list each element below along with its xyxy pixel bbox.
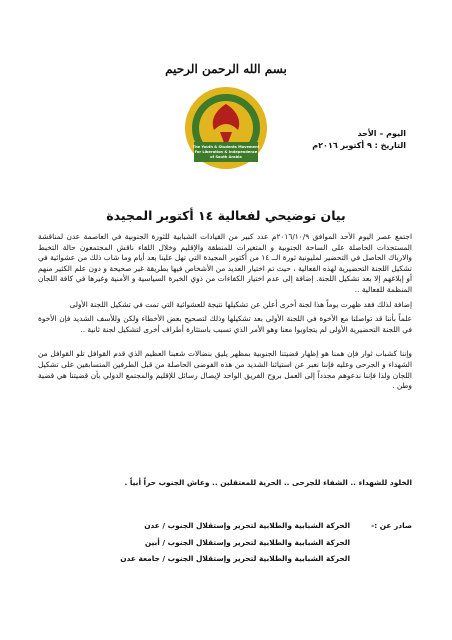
date-block <box>312 128 406 152</box>
issuer-label: صادر عن :- <box>371 521 412 530</box>
issuer-lines <box>120 518 350 568</box>
paragraph: علماً بأننا قد تواصلنا مع الأخوة في اللجنة الأولى بعد تشكيلها وذلك لتصحيح بعض الأخطاء ولكن وللأسف الشديد فإن الأخوة في اللجنة التحضيرية الأولى لم يتجاوبوا معنا وهو الأمر الذي تسبب باستثارة أطراف أخرى لتشكيل لجنة ثانية .. <box>38 314 412 334</box>
issuer-line: الحركة الشبابية والطلابية لتحرير وإستقلال الجنوب / جامعة عدن <box>120 554 350 563</box>
statement-body <box>38 232 412 396</box>
logo-text-line1: The Youth & Students Movement <box>192 145 260 149</box>
date-day: اليوم – الأحد <box>357 129 406 138</box>
closing-line: الخلود للشهداء .. الشفاء للجرحى .. الحرية للمعتقلين .. وعاش الجنوب حراً أبياً . <box>124 478 412 487</box>
paragraph: إضافة لذلك فقد ظهرت يوماً هذا لجنة أخرى أعلن عن تشكيلها نتيجة للعشوائية التي تمت في تشكيل اللجنة الأولى <box>69 299 412 309</box>
movement-logo <box>184 86 268 170</box>
logo-text-line3: of South Arabia <box>210 155 242 159</box>
paragraph: وإننا كشباب ثوار فإن همنا هو إظهار قضيتنا الجنوبية بمظهر يليق بنضالات شعبنا العظيم الذي قدم القوافل تلو القوافل من الشهداء و الجرحى وعليه فإننا نعبر عن استيائنا الشديد من هذه الفوضى الحاصلة من قبل الطرفين المتسابقين على تشكيل اللجان ولذا فإننا ندعوهم مجدداً إلى العمل بروح الفريق الواحد لإيصال رسائل للإقليم والمجتمع الدولي بأن قضيتنا هي قضية وطن . <box>38 349 412 391</box>
logo-text-line2: For Liberation & Independence <box>194 150 258 154</box>
issuer-line: الحركة الشبابية والطلابية لتحرير وإستقلال الجنوب / أبين <box>144 537 350 547</box>
paragraph: اجتمع عصر اليوم الأحد الموافق ٢٠١٦/١٠/٩م عدد كبير من القيادات الشبابية للثورة الجنوبية في العاصمة عدن لمناقشة المستجدات الحاصلة على الساحة الجنوبية و المتغيرات للمنطقة والإقليم وخلال اللقاء ناقش المجتمعون حالة التخبط والارباك الحاصل في التحضير لمليونية ثورة الــ ١٤ من أكتوبر المجيدة التي تهل علينا بعد أيام وما شاب ذلك من عشوائية في تشكيل اللجنة التحضيرية لهذه الفعالية ، حيث تم اختيار العديد من الأشخاص فيها بطريقة غير صحيحة و دون علم الكثير منهم أو إبلاغهم إلا بعد تشكيل اللجنة. إضافة إلى عدم اختيار الكفاءات من ذوي الخبرة السياسية و الأمنية وغيرها في كافة اللجان المنظمة للفعالية .. <box>38 232 412 294</box>
statement-title: بيان توضيحي لفعالية ١٤ أكتوبر المجيدة <box>106 208 346 223</box>
issuer-line: الحركة الشبابية والطلابية لتحرير وإستقلال الجنوب / عدن <box>144 521 350 530</box>
date-full: التاريخ : ٩ أكتوبر ٢٠١٦م <box>312 141 406 150</box>
basmala-heading: بسم الله الرحمن الرحيم <box>165 62 287 76</box>
